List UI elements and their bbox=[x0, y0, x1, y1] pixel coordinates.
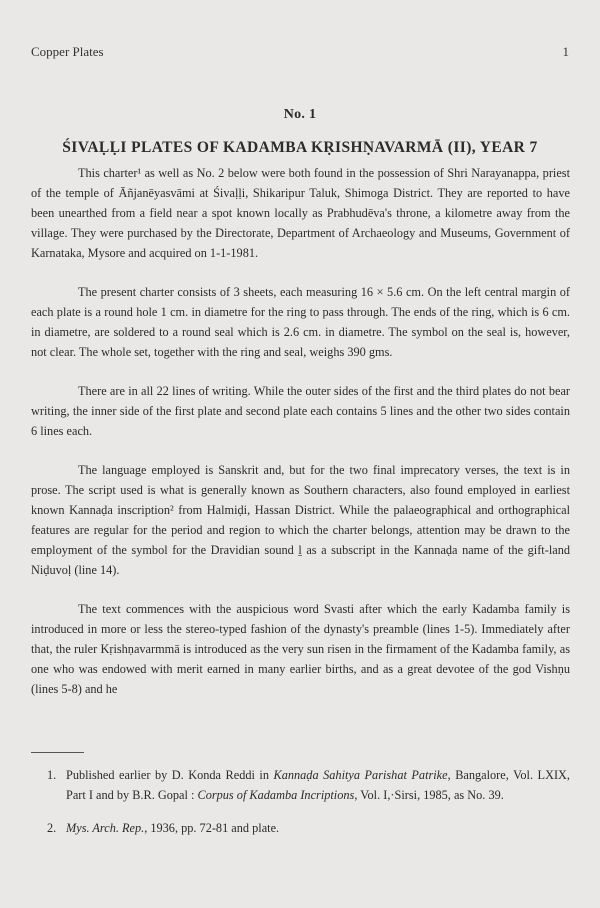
footnote-report-title: Mys. Arch. Rep. bbox=[66, 821, 145, 835]
footnote-text-segment: Published earlier by D. Konda Reddi in bbox=[66, 768, 274, 782]
paragraph: This charter¹ as well as No. 2 below were both found in the possession of Shri Narayanappa, priest of the temple of Āñjanēyasvāmi at Śivaḷḷi, Shikaripur Taluk, Shimoga District. They are reported to have been unearthed from a field near a spot known locally as Prabhudēva's throne, a kilometre away from the village. They were purchased by the Directorate, Department of Archaeology and Museums, Government of Karnataka, Mysore and acquired on 1-1-1981. bbox=[31, 166, 570, 260]
footnote-number: 2. bbox=[47, 821, 57, 835]
document-title: ŚIVAḶḶI PLATES OF KADAMBA KṚISHṆAVARMĀ (II), YEAR 7 bbox=[62, 139, 538, 156]
running-head-title: Copper Plates bbox=[31, 44, 104, 59]
page-number: 1 bbox=[562, 44, 569, 59]
body-text bbox=[31, 163, 570, 699]
footnote-text-segment: , 1936, pp. 72-81 and plate. bbox=[144, 821, 280, 835]
footnote-text bbox=[66, 765, 570, 805]
footnote-book-title: Corpus of Kadamba Incriptions bbox=[197, 788, 355, 802]
footnote bbox=[47, 765, 570, 805]
footnotes bbox=[47, 765, 570, 851]
paragraph: There are in all 22 lines of writing. While the outer sides of the first and the third plates do not bear writing, the inner side of the first plate and second plate each contains 5 lines and the other two sides contain 6 lines each. bbox=[31, 384, 570, 438]
footnote-text-segment: , Vol. I,·Sirsi, 1985, as No. 39. bbox=[354, 788, 504, 802]
paragraph: The language employed is Sanskrit and, but for the two final imprecatory verses, the text is in prose. The script used is what is generally known as Southern characters, also found employed in earliest known Kannaḍa inscription² from Halmiḍi, Hassan District. While the palaeographical and orthographical features are regular for the period and region to which the charter belongs, attention may be drawn to the employment of the symbol for the Dravidian sound ḻ as a subscript in the Kannaḍa name of the gift-land Niḍuvoḷ (line 14). bbox=[31, 463, 570, 577]
footnote bbox=[47, 818, 570, 838]
paragraph: The text commences with the auspicious word Svasti after which the early Kadamba family is introduced in more or less the stereo-typed fashion of the dynasty's preamble (lines 1-5). Immediately after that, the ruler Kṛishṇavarmmā is introduced as the very sun risen in the firmament of the Kadamba family, as one who was endowed with merit earned in many earlier births, and as a great devotee of the god Vishṇu (lines 5-8) and he bbox=[31, 602, 570, 696]
footnote-journal-title: Kannaḍa Sahitya Parishat Patrike bbox=[273, 768, 448, 782]
footnote-text bbox=[66, 818, 570, 838]
footnote-divider bbox=[31, 752, 84, 753]
document-number: No. 1 bbox=[283, 107, 317, 122]
footnote-text-segment: , Bangalore, Vol. LXIX, Part I and by B.R. Gopal : bbox=[66, 768, 570, 802]
footnote-number: 1. bbox=[47, 768, 57, 782]
paragraph: The present charter consists of 3 sheets, each measuring 16 × 5.6 cm. On the left central margin of each plate is a round hole 1 cm. in diametre for the ring to pass through. The ends of the ring, which is 6 cm. in diametre, are soldered to a round seal which is 2.6 cm. in diametre. The symbol on the seal is, however, not clear. The whole set, together with the ring and seal, weighs 390 gms. bbox=[31, 285, 570, 359]
running-head bbox=[31, 44, 569, 60]
